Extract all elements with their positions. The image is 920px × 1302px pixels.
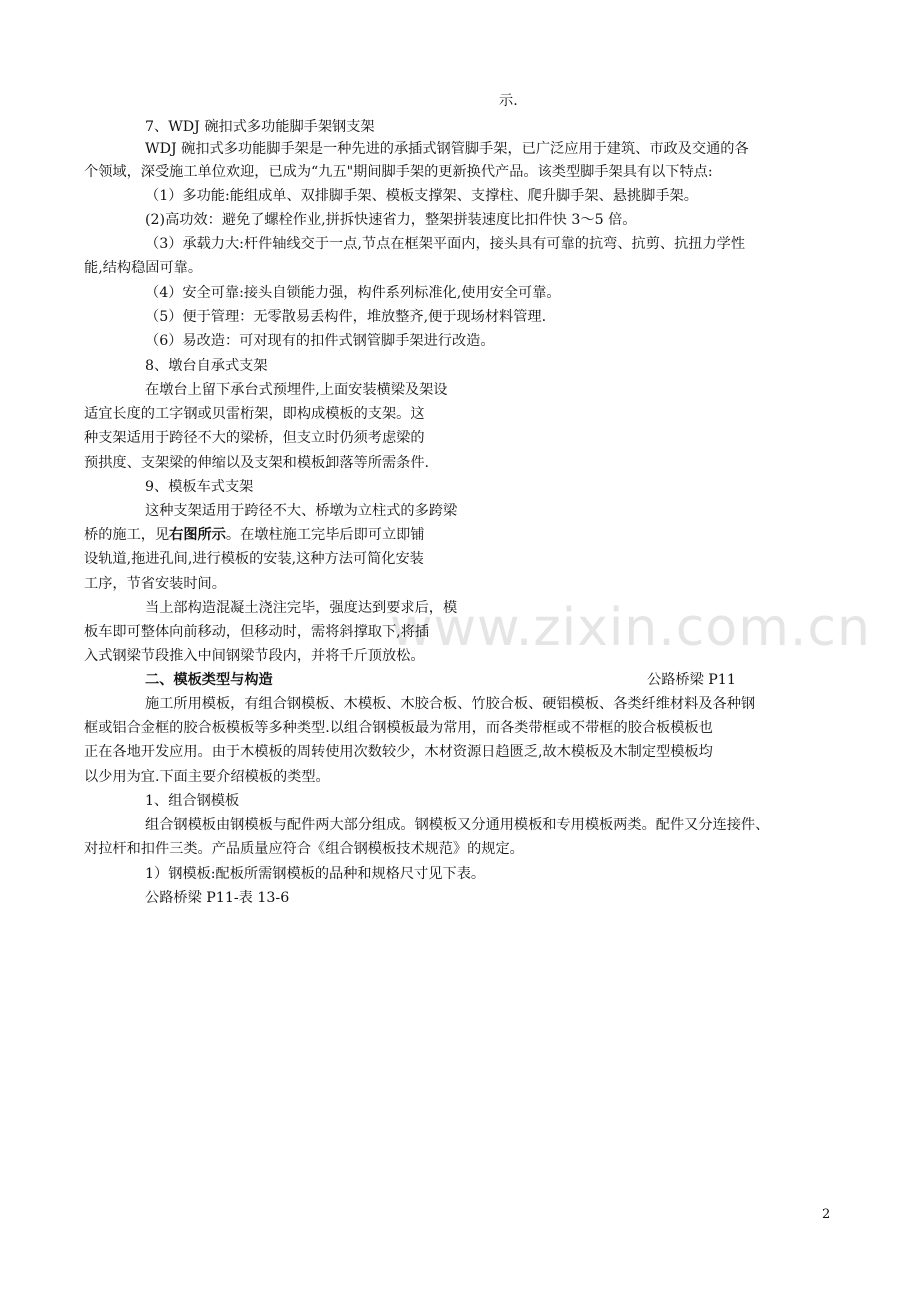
reference-note: 公路桥梁 P11 [647,672,736,688]
text-line: 设轨道,拖进孔间,进行模板的安装,这种方法可简化安装 [84,551,424,567]
list-item: (2)高功效：避免了螺栓作业,拼拆快速省力，整架拼装速度比扣件快 3～5 倍。 [145,212,637,228]
section-heading: 7、WDJ 碗扣式多功能脚手架钢支架 [145,119,375,135]
list-item: （1）多功能:能组成单、双排脚手架、模板支撑架、支撑柱、爬升脚手架、悬挑脚手架。 [145,188,698,204]
text-line: 这种支架适用于跨径不大、桥墩为立柱式的多跨梁 [145,503,458,519]
text-line: 工序，节省安装时间。 [84,576,226,592]
section-heading: 9、模板车式支架 [145,479,254,495]
text-line: 当上部构造混凝土浇注完毕，强度达到要求后，模 [145,600,458,616]
text-line: 板车即可整体向前移动，但移动时，需将斜撑取下,将插 [84,624,430,640]
list-item: （6）易改造：可对现有的扣件式钢管脚手架进行改造。 [145,333,495,349]
text-line: 正在各地开发应用。由于木模板的周转使用次数较少，木材资源日趋匮乏,故木模板及木制定型模板均 [84,744,713,760]
watermark: www.zixin.com.cn [390,598,871,658]
section-heading: 8、墩台自承式支架 [145,358,268,374]
text-run: 。在墩柱施工完毕后即可立即铺 [225,527,425,543]
text-line: 施工所用模板，有组合钢模板、木模板、木胶合板、竹胶合板、硬铝模板、各类纤维材料及各种钢 [145,696,756,712]
text-line: 个领域，深受施工单位欢迎，已成为“九五"期间脚手架的更新换代产品。该类型脚手架具有以下特点: [84,164,713,180]
section-heading: 二、模板类型与构造 [145,672,273,688]
section-heading: 1、组合钢模板 [145,793,240,809]
text-line: 预拱度、支架梁的伸缩以及支架和模板卸落等所需条件. [84,455,430,471]
bold-reference: 右图所示 [169,527,226,543]
page-number: 2 [822,1207,831,1222]
list-item: （4）安全可靠:接头自锁能力强，构件系列标准化,使用安全可靠。 [145,285,561,301]
text-line [84,525,425,545]
text-line: 组合钢模板由钢模板与配件两大部分组成。钢模板又分通用模板和专用模板两类。配件又分连接件、 [145,817,770,833]
text-line: 1）钢模板:配板所需钢模板的品种和规格尺寸见下表。 [145,866,486,882]
text-line: 框或铝合金框的胶合板模板等多种类型.以组合钢模板最为常用，而各类带框或不带框的胶合板模板也 [84,720,713,736]
text-line: WDJ 碗扣式多功能脚手架是一种先进的承插式钢管脚手架，已广泛应用于建筑、市政及交通的各 [145,141,749,157]
text-run: 桥的施工，见 [84,527,170,543]
text-line: 能,结构稳固可靠。 [84,260,203,276]
text-line: 种支架适用于跨径不大的梁桥，但支立时仍须考虑梁的 [84,430,425,446]
text-line: 对拉杆和扣件三类。产品质量应符合《组合钢模板技术规范》的规定。 [84,841,524,857]
text-line: 以少用为宜.下面主要介绍模板的类型。 [84,769,330,785]
reference-note: 公路桥梁 P11-表 13-6 [145,890,290,906]
text-line: 适宜长度的工字钢或贝雷桁架，即构成模板的支架。这 [84,406,425,422]
list-item: （5）便于管理：无零散易丢构件，堆放整齐,便于现场材料管理. [145,309,547,325]
text-line: 入式钢梁节段推入中间钢梁节段内，并将千斤顶放松。 [84,648,425,664]
text-line: 示. [499,93,518,109]
text-line: 在墩台上留下承台式预埋件,上面安装横梁及架设 [145,382,448,398]
list-item: （3）承载力大:杆件轴线交于一点,节点在框架平面内，接头具有可靠的抗弯、抗剪、抗扭力学性 [145,236,746,252]
